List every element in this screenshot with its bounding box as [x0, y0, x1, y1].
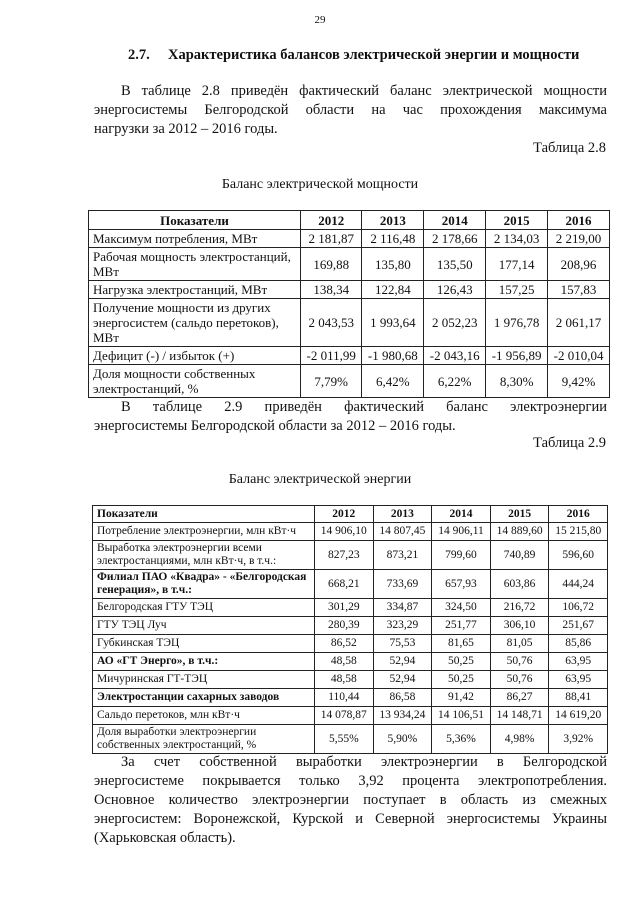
table-cell: 88,41: [549, 689, 608, 707]
table-cell: 110,44: [315, 689, 374, 707]
table-cell: 135,80: [362, 248, 424, 281]
section-number: 2.7.: [128, 47, 150, 63]
table-cell: 9,42%: [548, 365, 610, 398]
column-header: 2013: [362, 211, 424, 230]
table-cell: 5,55%: [315, 725, 374, 754]
table-cell: 7,79%: [301, 365, 362, 398]
table-cell: 75,53: [373, 635, 432, 653]
text-line: энергосистем: Воронежской, Курской и Северной энергосистемы Украины: [94, 811, 607, 827]
table-row: [93, 599, 608, 617]
table-cell: 14 807,45: [373, 523, 432, 541]
table-cell: 85,86: [549, 635, 608, 653]
row-label: Потребление электроэнергии, млн кВт·ч: [93, 523, 315, 541]
table-row: [93, 570, 608, 599]
table-cell: 603,86: [490, 570, 549, 599]
table-cell: 2 181,87: [301, 230, 362, 248]
table-cell: 86,27: [490, 689, 549, 707]
table-cell: 14 906,11: [432, 523, 491, 541]
power-balance-table: [88, 210, 610, 398]
text-line: энергосистемы Белгородской области на час прохождения максимума: [94, 102, 607, 118]
section-title: Характеристика балансов электрической энергии и мощности: [168, 47, 580, 63]
table-cell: 126,43: [424, 281, 486, 299]
table-cell: 14 619,20: [549, 707, 608, 725]
table-row: [93, 671, 608, 689]
table-cell: 2 134,03: [486, 230, 548, 248]
table-row: [93, 617, 608, 635]
table-cell: 50,25: [432, 671, 491, 689]
row-label: Губкинская ТЭЦ: [93, 635, 315, 653]
table-2-9-label: Таблица 2.9: [533, 435, 606, 451]
column-header: 2014: [424, 211, 486, 230]
table-cell: 13 934,24: [373, 707, 432, 725]
table-cell: 733,69: [373, 570, 432, 599]
row-label: Максимум потребления, МВт: [89, 230, 301, 248]
row-label: Дефицит (-) / избыток (+): [89, 347, 301, 365]
table-cell: 135,50: [424, 248, 486, 281]
table-cell: -2 043,16: [424, 347, 486, 365]
table-row: [89, 230, 610, 248]
table-2-8-label: Таблица 2.8: [533, 140, 606, 156]
middle-paragraph: [94, 398, 607, 436]
row-label: Филиал ПАО «Квадра» - «Белгородская генерация», в т.ч.:: [93, 570, 315, 599]
table-cell: 14 148,71: [490, 707, 549, 725]
text-line: В таблице 2.9 приведён фактический баланс электроэнергии: [121, 399, 607, 415]
table-cell: 14 889,60: [490, 523, 549, 541]
column-header: Показатели: [93, 506, 315, 523]
row-label: АО «ГТ Энерго», в т.ч.:: [93, 653, 315, 671]
table-cell: 1 976,78: [486, 299, 548, 347]
table-cell: 15 215,80: [549, 523, 608, 541]
table-cell: 2 219,00: [548, 230, 610, 248]
table-cell: 1 993,64: [362, 299, 424, 347]
table-row: [89, 248, 610, 281]
table-cell: 444,24: [549, 570, 608, 599]
table-row: [89, 281, 610, 299]
table-cell: 63,95: [549, 653, 608, 671]
table-cell: 122,84: [362, 281, 424, 299]
row-label: Нагрузка электростанций, МВт: [89, 281, 301, 299]
text-line: (Харьковская область).: [94, 830, 236, 846]
table-cell: 6,22%: [424, 365, 486, 398]
row-label: Белгородская ГТУ ТЭЦ: [93, 599, 315, 617]
table-header-row: [93, 506, 608, 523]
table-cell: 169,88: [301, 248, 362, 281]
table-cell: 251,67: [549, 617, 608, 635]
table-cell: 324,50: [432, 599, 491, 617]
text-line: энергосистеме покрывается только 3,92 процента электропотребления.: [94, 773, 607, 789]
table-cell: 6,42%: [362, 365, 424, 398]
table-row: [93, 523, 608, 541]
table-row: [93, 653, 608, 671]
table-cell: -1 980,68: [362, 347, 424, 365]
section-heading: [128, 47, 579, 64]
table-cell: 52,94: [373, 653, 432, 671]
table-cell: 81,05: [490, 635, 549, 653]
table-cell: 2 043,53: [301, 299, 362, 347]
row-label: Получение мощности из других энергосистем (сальдо перетоков), МВт: [89, 299, 301, 347]
table-cell: 657,93: [432, 570, 491, 599]
row-label: Электростанции сахарных заводов: [93, 689, 315, 707]
table-cell: 63,95: [549, 671, 608, 689]
column-header: 2012: [301, 211, 362, 230]
column-header: 2015: [490, 506, 549, 523]
table-cell: 86,52: [315, 635, 374, 653]
table-cell: 334,87: [373, 599, 432, 617]
column-header: 2016: [549, 506, 608, 523]
table-cell: 301,29: [315, 599, 374, 617]
table-header-row: [89, 211, 610, 230]
energy-balance-table: [92, 505, 608, 754]
table-cell: 50,25: [432, 653, 491, 671]
table-cell: 2 052,23: [424, 299, 486, 347]
table-cell: 596,60: [549, 541, 608, 570]
table-row: [93, 689, 608, 707]
table-cell: 668,21: [315, 570, 374, 599]
table-cell: 50,76: [490, 671, 549, 689]
table-row: [93, 725, 608, 754]
text-line: Основное количество электроэнергии поступает в область из смежных: [94, 792, 607, 808]
table-row: [89, 299, 610, 347]
table-cell: 81,65: [432, 635, 491, 653]
table-cell: 48,58: [315, 653, 374, 671]
column-header: 2013: [373, 506, 432, 523]
table-cell: 2 178,66: [424, 230, 486, 248]
intro-paragraph: [94, 82, 607, 139]
table-cell: -2 010,04: [548, 347, 610, 365]
table-row: [93, 541, 608, 570]
column-header: 2015: [486, 211, 548, 230]
text-line: За счет собственной выработки электроэнергии в Белгородской: [121, 754, 607, 770]
table-cell: 157,83: [548, 281, 610, 299]
table-2-9-caption: Баланс электрической энергии: [228, 472, 412, 487]
table-cell: 251,77: [432, 617, 491, 635]
table-cell: 280,39: [315, 617, 374, 635]
table-cell: 4,98%: [490, 725, 549, 754]
table-row: [93, 707, 608, 725]
table-cell: 323,29: [373, 617, 432, 635]
table-cell: 208,96: [548, 248, 610, 281]
table-row: [89, 347, 610, 365]
table-cell: 5,36%: [432, 725, 491, 754]
table-row: [93, 635, 608, 653]
table-cell: 827,23: [315, 541, 374, 570]
row-label: Выработка электроэнергии всеми электростанциями, млн кВт·ч, в т.ч.:: [93, 541, 315, 570]
table-cell: 50,76: [490, 653, 549, 671]
text-line: В таблице 2.8 приведён фактический баланс электрической мощности: [121, 83, 607, 99]
table-cell: 2 061,17: [548, 299, 610, 347]
row-label: Сальдо перетоков, млн кВт·ч: [93, 707, 315, 725]
table-cell: -2 011,99: [301, 347, 362, 365]
table-cell: 14 106,51: [432, 707, 491, 725]
text-line: энергосистемы Белгородской области за 2012 – 2016 годы.: [94, 418, 456, 434]
table-cell: 157,25: [486, 281, 548, 299]
row-label: Мичуринская ГТ-ТЭЦ: [93, 671, 315, 689]
table-cell: 48,58: [315, 671, 374, 689]
table-cell: 91,42: [432, 689, 491, 707]
table-cell: 873,21: [373, 541, 432, 570]
table-cell: 14 078,87: [315, 707, 374, 725]
table-cell: 5,90%: [373, 725, 432, 754]
column-header: 2016: [548, 211, 610, 230]
row-label: Доля мощности собственных электростанций, %: [89, 365, 301, 398]
column-header: 2014: [432, 506, 491, 523]
table-cell: 86,58: [373, 689, 432, 707]
table-cell: 740,89: [490, 541, 549, 570]
table-cell: 216,72: [490, 599, 549, 617]
table-cell: 138,34: [301, 281, 362, 299]
row-label: Рабочая мощность электростанций, МВт: [89, 248, 301, 281]
table-cell: 3,92%: [549, 725, 608, 754]
table-cell: 106,72: [549, 599, 608, 617]
table-cell: 8,30%: [486, 365, 548, 398]
table-row: [89, 365, 610, 398]
table-cell: -1 956,89: [486, 347, 548, 365]
table-cell: 177,14: [486, 248, 548, 281]
page-number: 29: [314, 14, 326, 26]
row-label: ГТУ ТЭЦ Луч: [93, 617, 315, 635]
text-line: нагрузки за 2012 – 2016 годы.: [94, 121, 278, 137]
table-cell: 2 116,48: [362, 230, 424, 248]
table-cell: 52,94: [373, 671, 432, 689]
table-2-8-caption: Баланс электрической мощности: [221, 177, 419, 192]
row-label: Доля выработки электроэнергии собственных электростанций, %: [93, 725, 315, 754]
closing-paragraph: [94, 753, 607, 848]
column-header: 2012: [315, 506, 374, 523]
table-cell: 799,60: [432, 541, 491, 570]
table-cell: 306,10: [490, 617, 549, 635]
column-header: Показатели: [89, 211, 301, 230]
table-cell: 14 906,10: [315, 523, 374, 541]
